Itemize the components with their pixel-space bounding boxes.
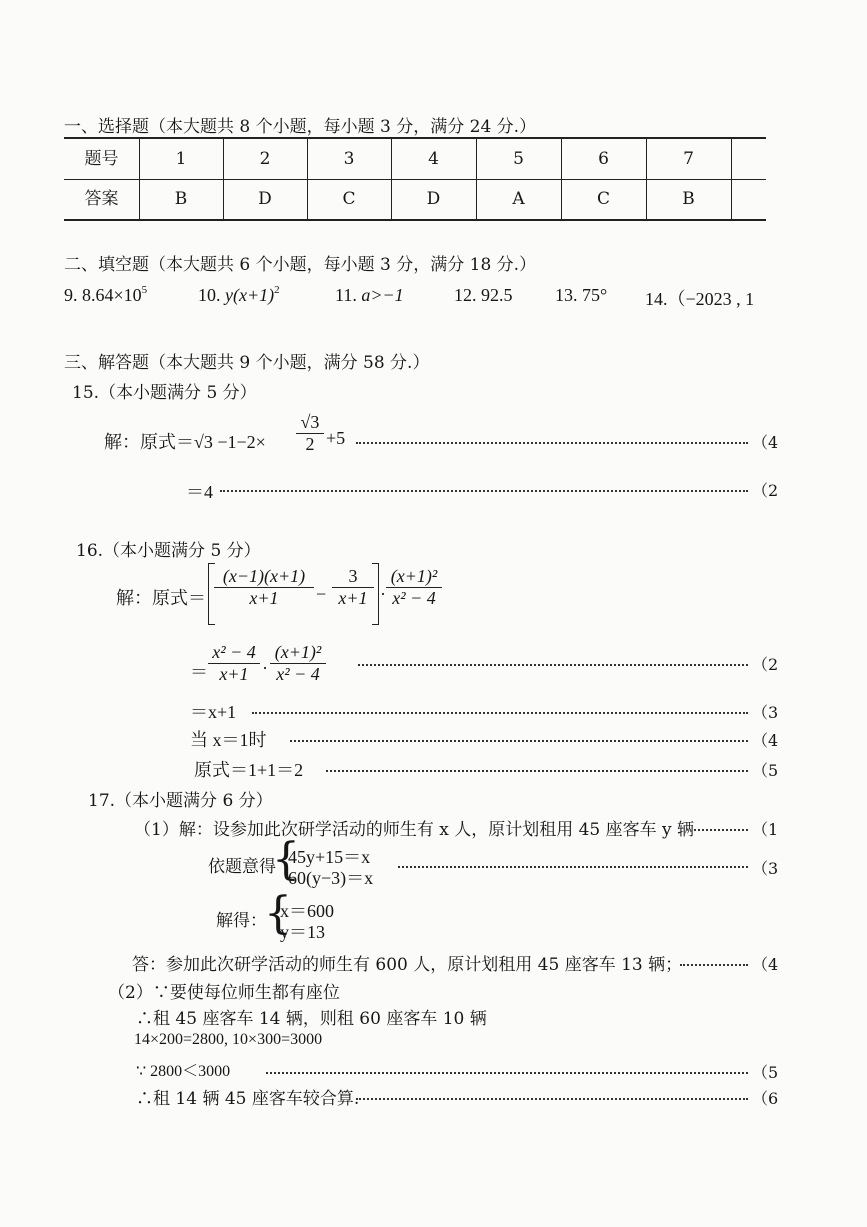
q17-part2-line4: ∵ 2800＜3000 xyxy=(136,1063,231,1080)
q17-equation-1: 45y+15＝x xyxy=(288,847,371,867)
left-brace: { xyxy=(264,888,292,939)
answer-9-value: 8.64×10 xyxy=(82,285,142,305)
q17-part2-line1: （2）∵要使每位师生都有座位 xyxy=(108,983,340,1003)
answer-12 xyxy=(454,285,513,306)
answer-table xyxy=(64,137,766,221)
leader-dots xyxy=(356,1098,748,1100)
answer-11 xyxy=(335,285,404,306)
q17-solution-label: 解得： xyxy=(216,911,267,931)
left-brace: { xyxy=(272,834,300,885)
q16-f2-numerator: 3 xyxy=(332,566,374,588)
answer-11-label: 11. xyxy=(335,285,357,305)
q16-fraction-1 xyxy=(214,566,314,609)
section1-title: 一、选择题（本大题共 8 个小题，每小题 3 分，满分 24 分.） xyxy=(64,117,537,137)
q16-line3: ＝x+1 xyxy=(190,702,237,722)
score-marker: （4 xyxy=(752,955,779,974)
q16-line2-eq: ＝ xyxy=(190,662,208,682)
q16-f5-denominator: x² − 4 xyxy=(276,664,320,684)
q16-line4: 当 x＝1时 xyxy=(190,730,267,750)
q16-f5-numerator: (x+1)² xyxy=(270,642,326,664)
table-row-answers xyxy=(64,179,766,219)
table-cell: B xyxy=(646,179,732,219)
q16-f1-numerator: (x−1)(x+1) xyxy=(214,566,314,588)
score-marker: （5 xyxy=(752,761,779,780)
q16-f2-denominator: x+1 xyxy=(338,588,368,608)
right-bracket xyxy=(372,563,379,625)
q15-header: 15.（本小题满分 5 分） xyxy=(72,383,257,403)
q15-fraction xyxy=(296,412,324,455)
q17-solution-2: y＝13 xyxy=(280,922,325,942)
table-cell: C xyxy=(307,179,392,219)
answer-12-label: 12. xyxy=(454,285,477,305)
answer-9-label: 9. xyxy=(64,285,78,305)
answer-10-value: y(x+1) xyxy=(225,285,275,305)
section2-title: 二、填空题（本大题共 6 个小题，每小题 3 分，满分 18 分.） xyxy=(64,255,537,275)
answer-13: 13. 75° xyxy=(555,285,608,305)
answer-14: 14.（−2023 , 1 xyxy=(645,289,755,309)
score-marker: （4 xyxy=(752,731,779,750)
score-marker: （3 xyxy=(752,703,779,722)
table-cell: B xyxy=(139,179,224,219)
q16-f3-numerator: (x+1)² xyxy=(386,566,442,588)
answer-9 xyxy=(64,285,147,306)
q16-f4-numerator: x² − 4 xyxy=(208,642,260,664)
score-marker: （5 xyxy=(752,1063,779,1082)
score-marker: （4 xyxy=(752,433,779,452)
q17-header: 17.（本小题满分 6 分） xyxy=(88,791,273,811)
leader-dots xyxy=(680,964,748,966)
answer-12-value: 92.5 xyxy=(481,285,513,305)
score-marker: （6 xyxy=(752,1089,779,1108)
score-marker: （1 xyxy=(752,820,779,839)
q16-f4-denominator: x+1 xyxy=(219,664,249,684)
q16-line1-prefix: 解：原式＝ xyxy=(116,588,206,608)
q16-fraction-4 xyxy=(208,642,260,685)
q17-solution-1: x＝600 xyxy=(280,901,334,921)
table-cell: 4 xyxy=(391,139,477,179)
table-cell: 5 xyxy=(476,139,562,179)
q15-line1-suffix: +5 xyxy=(326,428,346,448)
table-cell: 3 xyxy=(307,139,392,179)
table-cell: A xyxy=(476,179,562,219)
q17-equation-2: 60(y−3)＝x xyxy=(288,868,374,888)
answer-10-label: 10. xyxy=(198,285,221,305)
q17-answer: 答：参加此次研学活动的师生有 600 人，原计划租用 45 座客车 13 辆； xyxy=(132,955,683,975)
leader-dots xyxy=(220,490,748,492)
q16-f1-denominator: x+1 xyxy=(249,588,279,608)
q16-header: 16.（本小题满分 5 分） xyxy=(76,541,261,561)
q15-line1-prefix: 解：原式＝√3 −1−2× xyxy=(104,432,266,452)
leader-dots xyxy=(358,664,748,666)
q16-line5: 原式＝1+1＝2 xyxy=(194,760,304,780)
q17-part2-line2: ∴租 45 座客车 14 辆，则租 60 座客车 10 辆 xyxy=(136,1009,487,1029)
row-header-answer: 答案 xyxy=(64,179,140,219)
q17-part1-line1: （1）解：设参加此次研学活动的师生有 x 人，原计划租用 45 座客车 y 辆 xyxy=(134,820,695,840)
q16-dot: · xyxy=(262,658,268,678)
table-cell: D xyxy=(391,179,477,219)
leader-dots xyxy=(356,442,748,444)
leader-dots xyxy=(398,866,748,868)
table-cell: 6 xyxy=(561,139,647,179)
leader-dots xyxy=(266,1072,748,1074)
score-marker: （2 xyxy=(752,655,779,674)
q16-minus: − xyxy=(316,584,327,604)
answer-11-value: a>−1 xyxy=(361,285,404,305)
table-cell: 1 xyxy=(139,139,224,179)
row-header-question: 题号 xyxy=(64,139,140,179)
table-cell: 2 xyxy=(223,139,308,179)
answer-10 xyxy=(198,285,280,306)
leader-dots xyxy=(694,829,748,831)
table-cell: C xyxy=(561,179,647,219)
leader-dots xyxy=(252,712,748,714)
table-cell: D xyxy=(223,179,308,219)
q16-dot: · xyxy=(380,584,386,604)
answer-10-exponent: 2 xyxy=(274,284,280,296)
q16-f3-denominator: x² − 4 xyxy=(392,588,436,608)
q17-part2-line5: ∴租 14 辆 45 座客车较合算. xyxy=(136,1089,360,1109)
table-row-numbers xyxy=(64,139,766,180)
section3-title: 三、解答题（本大题共 9 个小题，满分 58 分.） xyxy=(64,353,430,373)
q15-line2: ＝4 xyxy=(186,482,213,502)
q15-frac-denominator: 2 xyxy=(305,434,315,454)
q17-eq-label: 依题意得 xyxy=(208,857,276,877)
q15-frac-numerator: √3 xyxy=(296,412,324,434)
score-marker: （3 xyxy=(752,859,779,878)
leader-dots xyxy=(290,740,748,742)
answer-9-exponent: 5 xyxy=(141,284,148,296)
q16-fraction-5 xyxy=(270,642,326,685)
q16-fraction-3 xyxy=(386,566,442,609)
q17-part2-line3: 14×200=2800, 10×300=3000 xyxy=(134,1031,323,1048)
score-marker: （2 xyxy=(752,481,779,500)
leader-dots xyxy=(326,770,748,772)
table-cell: 7 xyxy=(646,139,732,179)
q16-fraction-2 xyxy=(332,566,374,609)
